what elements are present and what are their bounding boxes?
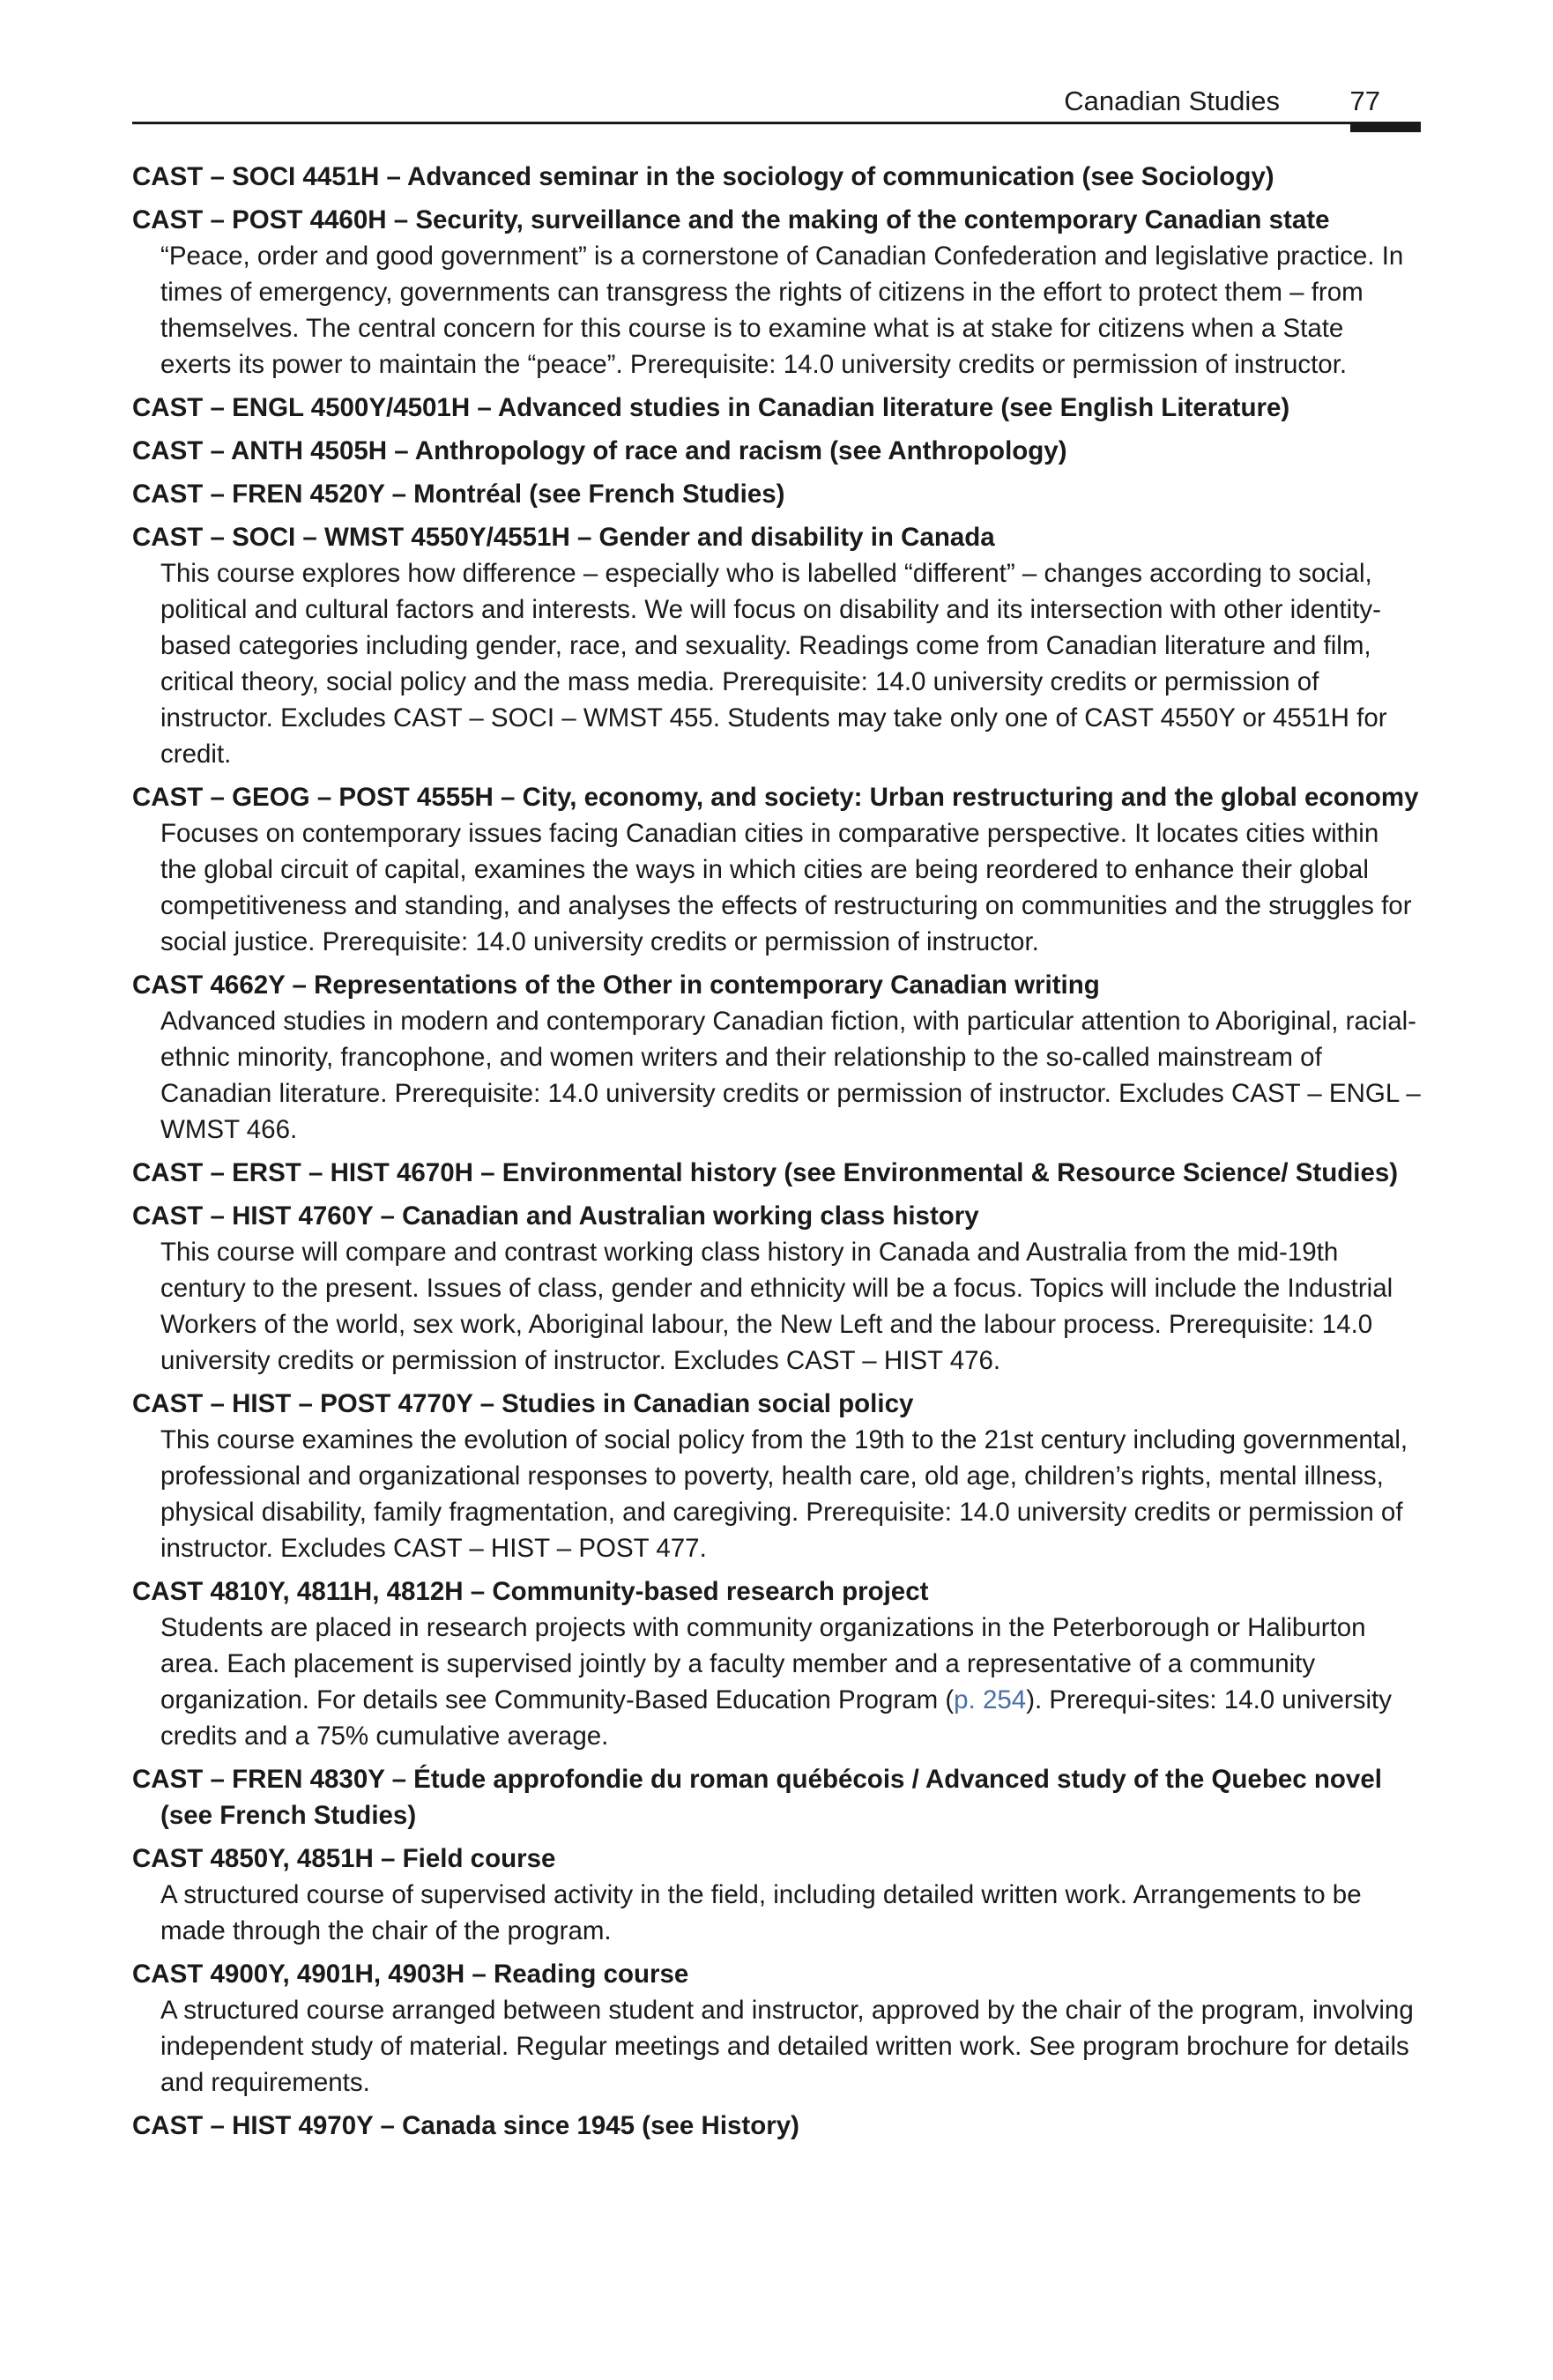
- course-entry: [132, 1573, 1421, 1754]
- course-description: A structured course arranged between student and instructor, approved by the chair of the program, involving independent study of material. Regular meetings and detailed written work. See program brochure for details and requirements.: [160, 1996, 1414, 2097]
- course-description: This course examines the evolution of social policy from the 19th to the 21st century including governmental, professional and organizational responses to poverty, health care, old age, children’s rights, mental illness, physical disability, family fragmentation, and caregiving. Prerequisite: 14.0 university credits or permission of instructor. Excludes CAST – HIST – POST 477.: [160, 1425, 1408, 1563]
- course-description: [132, 1610, 1421, 1754]
- header-tab-marker: [1350, 122, 1421, 132]
- course-title: CAST – HIST – POST 4770Y – Studies in Canadian social policy: [132, 1389, 914, 1418]
- course-entry: [132, 476, 1421, 512]
- page-reference-link[interactable]: p. 254: [954, 1685, 1027, 1714]
- course-entry: [132, 1761, 1421, 1833]
- course-entry: [132, 202, 1421, 383]
- course-entry: [132, 1956, 1421, 2101]
- course-title: CAST – GEOG – POST 4555H – City, economy, and society: Urban restructuring and the global economy: [132, 783, 1419, 812]
- course-title: CAST – FREN 4520Y – Montréal (see French Studies): [132, 480, 785, 509]
- course-title: CAST – SOCI – WMST 4550Y/4551H – Gender and disability in Canada: [132, 523, 995, 552]
- course-title: CAST – HIST 4970Y – Canada since 1945 (see History): [132, 2111, 799, 2140]
- course-entry: [132, 159, 1421, 195]
- course-description: “Peace, order and good government” is a cornerstone of Canadian Confederation and legislative practice. In times of emergency, governments can transgress the rights of citizens in the effort to protect them – from themselves. The central concern for this course is to examine what is at stake for citizens when a State exerts its power to maintain the “peace”. Prerequisite: 14.0 university credits or permission of instructor.: [160, 242, 1404, 379]
- course-entry: [132, 967, 1421, 1148]
- course-entry: [132, 1198, 1421, 1379]
- header-rule: [132, 122, 1421, 124]
- running-header-section: Canadian Studies: [1064, 86, 1280, 116]
- course-title: CAST – ENGL 4500Y/4501H – Advanced studies in Canadian literature (see English Literature): [132, 393, 1290, 422]
- course-title: CAST 4900Y, 4901H, 4903H – Reading course: [132, 1960, 689, 1989]
- course-entry: [132, 1155, 1421, 1191]
- course-entry: [132, 779, 1421, 960]
- course-list: [132, 159, 1421, 2151]
- page-header: [132, 78, 1421, 130]
- course-description: Advanced studies in modern and contemporary Canadian fiction, with particular attention to Aboriginal, racial-ethnic minority, francophone, and women writers and their relationship to the so-called mainstream of Canadian literature. Prerequisite: 14.0 university credits or permission of instructor. Excludes CAST – ENGL – WMST 466.: [160, 1007, 1421, 1144]
- course-title: CAST – ERST – HIST 4670H – Environmental history (see Environmental & Resource Science/ Studies): [132, 1158, 1399, 1187]
- course-entry: [132, 433, 1421, 469]
- course-title: CAST 4850Y, 4851H – Field course: [132, 1844, 556, 1873]
- course-title: CAST – POST 4460H – Security, surveillance and the making of the contemporary Canadian state: [132, 205, 1330, 234]
- course-title: CAST – ANTH 4505H – Anthropology of race and racism (see Anthropology): [132, 436, 1067, 465]
- course-title: CAST – HIST 4760Y – Canadian and Australian working class history: [132, 1201, 979, 1231]
- course-entry: [132, 519, 1421, 772]
- course-description: Focuses on contemporary issues facing Canadian cities in comparative perspective. It locates cities within the global circuit of capital, examines the ways in which cities are being reordered to enhance their global competitiveness and standing, and analyses the effects of restructuring on communities and the struggles for social justice. Prerequisite: 14.0 university credits or permission of instructor.: [160, 819, 1412, 956]
- course-title: CAST – FREN 4830Y – Étude approfondie du roman québécois / Advanced study of the Quebec novel (see French Studies): [132, 1765, 1382, 1830]
- course-entry: [132, 1386, 1421, 1566]
- course-description: This course explores how difference – especially who is labelled “different” – changes according to social, political and cultural factors and interests. We will focus on disability and its intersection with other identity-based categories including gender, race, and sexuality. Readings come from Canadian literature and film, critical theory, social policy and the mass media. Prerequisite: 14.0 university credits or permission of instructor. Excludes CAST – SOCI – WMST 455. Students may take only one of CAST 4550Y or 4551H for credit.: [160, 559, 1387, 769]
- course-description-text: Students are placed in research projects with community organizations in the Peterborough or Haliburton area. Each placement is supervised jointly by a faculty member and a representative of a community organization. For details see Community-Based Education Program (: [160, 1613, 1366, 1714]
- course-entry: [132, 2108, 1421, 2144]
- course-description: This course will compare and contrast working class history in Canada and Australia from the mid-19th century to the present. Issues of class, gender and ethnicity will be a focus. Topics will include the Industrial Workers of the world, sex work, Aboriginal labour, the New Left and the labour process. Prerequisite: 14.0 university credits or permission of instructor. Excludes CAST – HIST 476.: [160, 1238, 1393, 1375]
- page-number: 77: [1349, 86, 1380, 116]
- course-entry: [132, 1841, 1421, 1949]
- course-title: CAST 4662Y – Representations of the Other in contemporary Canadian writing: [132, 971, 1100, 1000]
- course-title: CAST 4810Y, 4811H, 4812H – Community-based research project: [132, 1577, 929, 1606]
- course-entry: [132, 390, 1421, 426]
- course-description: A structured course of supervised activity in the field, including detailed written work. Arrangements to be made through the chair of the program.: [160, 1880, 1362, 1945]
- course-description-text: ). Prerequi-sites: 14.0 university credits and a 75% cumulative average.: [160, 1685, 1393, 1751]
- course-title: CAST – SOCI 4451H – Advanced seminar in the sociology of communication (see Sociology): [132, 162, 1274, 191]
